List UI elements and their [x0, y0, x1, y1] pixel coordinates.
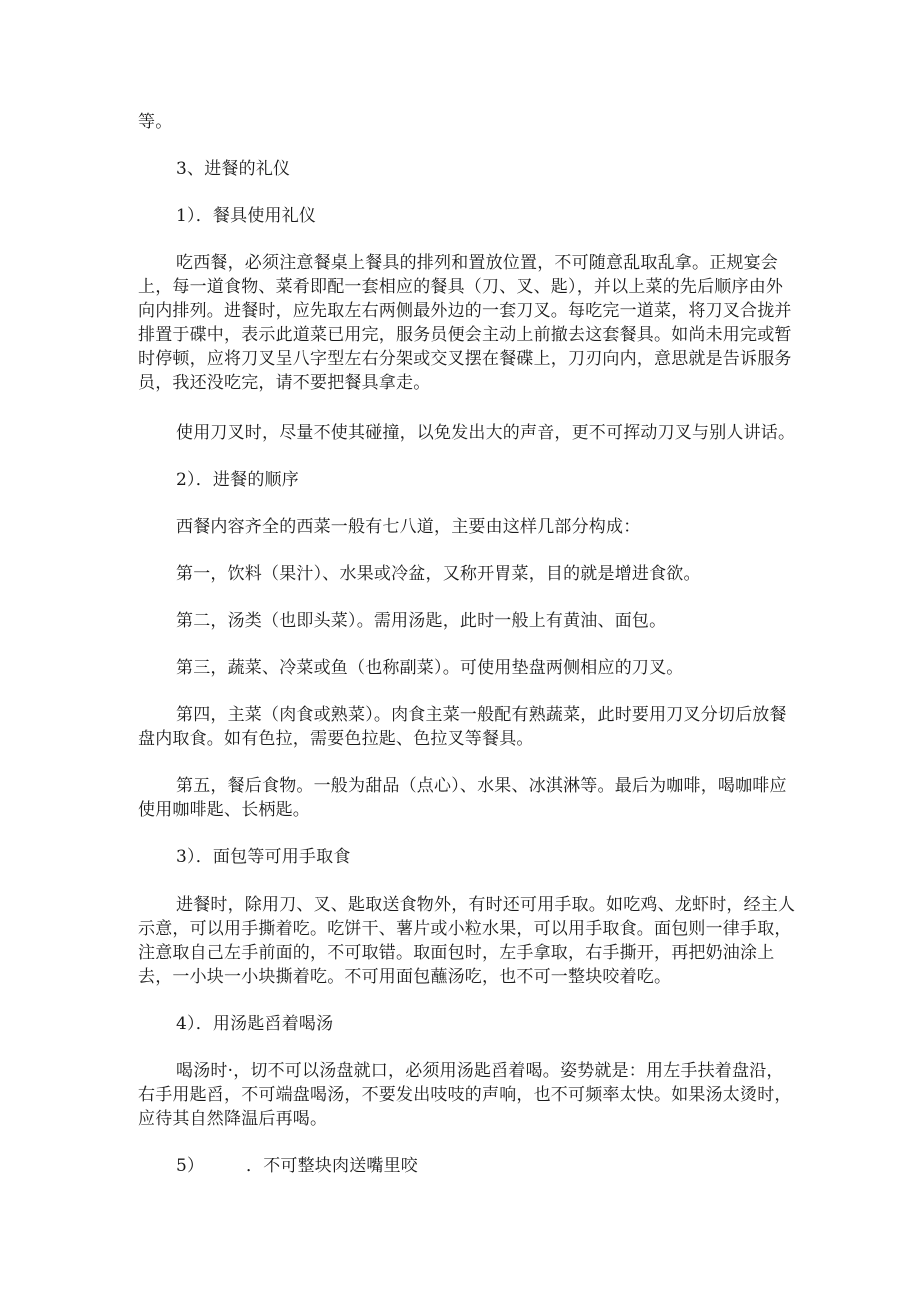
subsection-heading: 2）．进餐的顺序: [176, 470, 299, 490]
paragraph: 第四，主菜（肉食或熟菜）。肉食主菜一般配有熟蔬菜，此时要用刀叉分切后放餐盘内取食。如有色拉，需要色拉匙、色拉叉等餐具。: [138, 705, 787, 749]
paragraph: 使用刀叉时，尽量不使其碰撞，以免发出大的声音，更不可挥动刀叉与别人讲话。: [176, 423, 796, 443]
paragraph: 第三，蔬菜、冷菜或鱼（也称副菜）。可使用垫盘两侧相应的刀叉。: [176, 658, 684, 678]
paragraph: 西餐内容齐全的西菜一般有七八道，主要由这样几部分构成：: [176, 517, 641, 537]
subsection-heading: 3）．面包等可用手取食: [176, 847, 351, 867]
subsection-heading: ．不可整块肉送嘴里咬: [246, 1156, 418, 1176]
paragraph: 喝汤时·，切不可以汤盘就口，必须用汤匙舀着喝。姿势就是：用左手扶着盘沿，右手用匙舀，不可端盘喝汤，不要发出吱吱的声响，也不可频率太快。如果汤太烫时，应待其自然降温后再喝。: [138, 1061, 792, 1129]
subsection-heading: 1）．餐具使用礼仪: [176, 206, 317, 226]
paragraph: 第一，饮料（果汁）、水果或冷盆，又称开胃菜，目的就是增进食欲。: [176, 564, 701, 584]
paragraph: 第五，餐后食物。一般为甜品（点心）、水果、冰淇淋等。最后为咖啡，喝咖啡应使用咖啡匙、长柄匙。: [138, 776, 787, 820]
paragraph: 第二，汤类（也即头菜）。需用汤匙，此时一般上有黄油、面包。: [176, 611, 667, 631]
subsection-heading: 4）．用汤匙舀着喝汤: [176, 1014, 334, 1034]
paragraph: 吃西餐，必须注意餐桌上餐具的排列和置放位置，不可随意乱取乱拿。正规宴会上，每一道食物、菜肴即配一套相应的餐具（刀、叉、匙），并以上菜的先后顺序由外向内排列。进餐时，应先取左右两侧最外边的一套刀叉。每吃完一道菜，将刀叉合拢并排置于碟中，表示此道菜已用完，服务员便会主动上前撤去这套餐具。如尚未用完或暂时停顿，应将刀叉呈八字型左右分架或交叉摆在餐碟上，刀刃向内，意思就是告诉服务员，我还没吃完，请不要把餐具拿走。: [138, 253, 792, 393]
paragraph: 进餐时，除用刀、叉、匙取送食物外，有时还可用手取。如吃鸡、龙虾时，经主人示意，可以用手撕着吃。吃饼干、薯片或小粒水果，可以用手取食。面包则一律手取，注意取自己左手前面的，不可取错。取面包时，左手拿取，右手撕开，再把奶油涂上去，一小块一小块撕着吃。不可用面包蘸汤吃，也不可一整块咬着吃。: [138, 895, 796, 987]
section-heading: 3、进餐的礼仪: [176, 159, 291, 179]
subsection-number: 5）: [176, 1156, 205, 1176]
continued-text: 等。: [138, 112, 173, 132]
